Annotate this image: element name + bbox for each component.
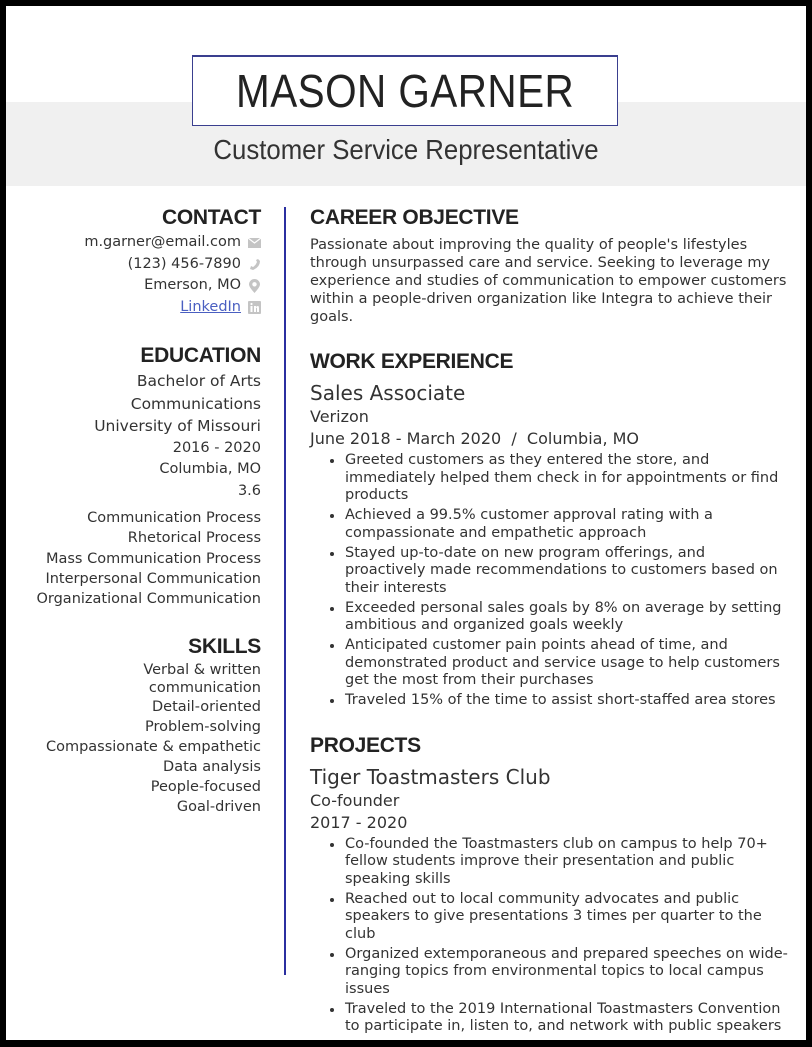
job-title: Sales Associate bbox=[310, 381, 466, 405]
experience-heading: WORK EXPERIENCE bbox=[310, 350, 514, 373]
bullet-item: Traveled to the 2019 International Toastmasters Convention to participate in, listen to, and network with public speakers bbox=[310, 1001, 790, 1036]
resume-page bbox=[6, 6, 806, 1040]
course-item: Interpersonal Communication bbox=[45, 570, 261, 587]
location-text: Emerson, MO bbox=[144, 277, 241, 293]
phone-text: (123) 456-7890 bbox=[127, 255, 241, 272]
objective-heading: CAREER OBJECTIVE bbox=[310, 206, 519, 229]
objective-text: Passionate about improving the quality of people's lifestyles through unsurpassed care and service. Seeking to leverage my experience and studies of communication to empower customers within a people-driven organization like Integra to achieve their goals. bbox=[310, 237, 787, 325]
contact-linkedin bbox=[26, 297, 261, 319]
skill-item: People-focused bbox=[150, 779, 261, 796]
education-gpa: 3.6 bbox=[237, 482, 261, 499]
phone-icon bbox=[247, 257, 261, 271]
envelope-icon bbox=[247, 236, 261, 250]
course-item: Rhetorical Process bbox=[127, 530, 261, 547]
bullet-item: Reached out to local community advocates and public speakers to give presentations 3 times per quarter to the club bbox=[310, 891, 790, 944]
contact-email bbox=[26, 232, 261, 254]
course-item: Mass Communication Process bbox=[45, 550, 261, 567]
skill-item: Verbal & written bbox=[143, 662, 261, 679]
bullet-item: Exceeded personal sales goals by 8% on average by setting ambitious and organized goals weekly bbox=[310, 600, 790, 635]
bullet-item: Organized extemporaneous and prepared speeches on wide-ranging topics from environmental topics to local campus issues bbox=[310, 946, 790, 999]
skill-item: Goal-driven bbox=[176, 799, 261, 816]
map-pin-icon bbox=[247, 279, 261, 293]
contact-heading: CONTACT bbox=[162, 206, 261, 229]
project-dates: 2017 - 2020 bbox=[310, 812, 408, 832]
projects-section bbox=[310, 732, 790, 1036]
job-entry bbox=[310, 380, 790, 710]
job-title-header: Customer Service Representative bbox=[213, 134, 599, 165]
right-column bbox=[310, 204, 790, 1038]
bullet-item: Co-founded the Toastmasters club on campus to help 70+ fellow students improve their presentation and public speaking skills bbox=[310, 836, 790, 889]
job-dates-location: June 2018 - March 2020 / Columbia, MO bbox=[310, 429, 640, 448]
skill-item: communication bbox=[148, 680, 261, 697]
email-text: m.garner@email.com bbox=[84, 234, 241, 250]
experience-section bbox=[310, 348, 790, 710]
education-dates: 2016 - 2020 bbox=[172, 439, 261, 456]
bullet-item: Stayed up-to-date on new program offerings, and proactively made recommendations to customers based on their interests bbox=[310, 545, 790, 598]
job-company: Verizon bbox=[310, 407, 369, 426]
project-entry bbox=[310, 764, 790, 1036]
course-item: Communication Process bbox=[87, 510, 261, 526]
education-heading: EDUCATION bbox=[140, 344, 261, 367]
contact-section bbox=[26, 204, 261, 318]
linkedin-icon[interactable] bbox=[247, 300, 261, 314]
bullet-item: Anticipated customer pain points ahead of time, and demonstrated product and service usage to help customers get the most from their purchases bbox=[310, 637, 790, 690]
course-item: Organizational Communication bbox=[36, 591, 261, 608]
skill-item: Compassionate & empathetic bbox=[45, 739, 261, 756]
linkedin-link[interactable]: LinkedIn bbox=[180, 298, 241, 315]
skill-item: Detail-oriented bbox=[152, 699, 261, 716]
course-list bbox=[26, 508, 261, 609]
skills-section bbox=[26, 633, 261, 817]
skill-item: Problem-solving bbox=[145, 719, 261, 736]
column-divider bbox=[284, 207, 286, 975]
bullet-item: Traveled 15% of the time to assist short-staffed area stores bbox=[310, 692, 790, 710]
candidate-name: MASON GARNER bbox=[235, 65, 575, 117]
project-bullets bbox=[310, 836, 790, 1036]
bullet-item: Greeted customers as they entered the store, and immediately helped them check in for appointments or find products bbox=[310, 452, 790, 505]
education-degree: Bachelor of Arts bbox=[136, 372, 261, 390]
education-major: Communications bbox=[130, 394, 261, 413]
project-role: Co-founder bbox=[310, 790, 400, 810]
skill-item: Data analysis bbox=[163, 759, 261, 776]
projects-heading: PROJECTS bbox=[310, 733, 421, 757]
left-column bbox=[26, 204, 261, 817]
contact-location bbox=[26, 275, 261, 297]
skills-list bbox=[26, 661, 261, 817]
skills-heading: SKILLS bbox=[188, 635, 261, 659]
contact-phone bbox=[26, 254, 261, 276]
job-bullets bbox=[310, 452, 790, 710]
education-school: University of Missouri bbox=[94, 417, 261, 435]
name-box bbox=[192, 55, 618, 126]
education-section bbox=[26, 342, 261, 609]
project-title: Tiger Toastmasters Club bbox=[310, 764, 551, 789]
objective-section bbox=[310, 204, 790, 326]
bullet-item: Achieved a 99.5% customer approval rating with a compassionate and empathetic approach bbox=[310, 507, 790, 542]
education-location: Columbia, MO bbox=[159, 461, 261, 477]
